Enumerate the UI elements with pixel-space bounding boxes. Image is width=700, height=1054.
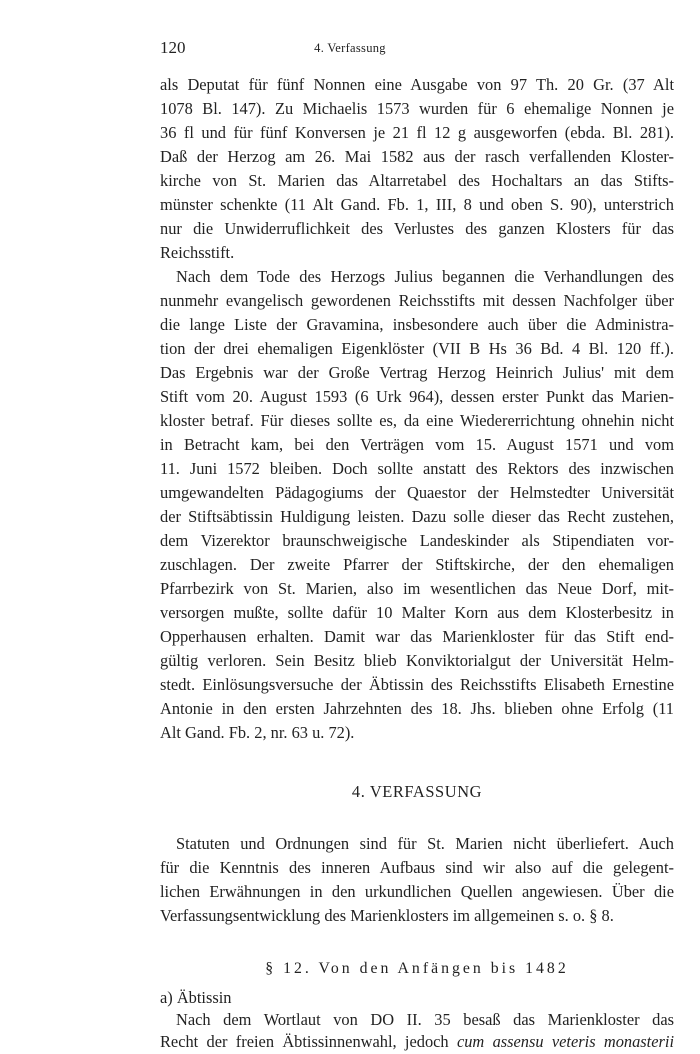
text-line: kirche von St. Marien das Altarretabel des Hochaltars an das Stifts- [160, 171, 674, 190]
text-line: Opperhausen erhalten. Damit war das Marienkloster für das Stift end- [160, 627, 674, 646]
text-line: Alt Gand. Fb. 2, nr. 63 u. 72). [160, 723, 355, 742]
text-line: 1078 Bl. 147). Zu Michaelis 1573 wurden für 6 ehemalige Nonnen je [160, 99, 674, 118]
text-line: Reichsstift. [160, 243, 235, 262]
text-line: Das Ergebnis war der Große Vertrag Herzog Heinrich Julius' mit dem [160, 363, 674, 382]
text-line: münster schenkte (11 Alt Gand. Fb. 1, III, 8 und oben S. 90), unterstrich [160, 195, 674, 214]
text-line: kloster betraf. Für dieses sollte es, da eine Wiedererrichtung ohnehin nicht [160, 411, 674, 430]
text-line: Pfarrbezirk von St. Marien, also im wesentlichen das Neue Dorf, mit- [160, 579, 674, 598]
page-number: 120 [160, 38, 186, 57]
text-line: nunmehr evangelisch gewordenen Reichsstifts mit dessen Nachfolger über [160, 291, 674, 310]
text-line: umgewandelten Pädagogiums der Quaestor der Helmstedter Universität [160, 483, 674, 502]
text-line: als Deputat für fünf Nonnen eine Ausgabe von 97 Th. 20 Gr. (37 Alt [160, 75, 674, 94]
text-line: die lange Liste der Gravamina, insbesondere auch über die Administra- [160, 315, 674, 334]
text-line: Stift vom 20. August 1593 (6 Urk 964), dessen erster Punkt das Marien- [160, 387, 674, 406]
text-line: 36 fl und für fünf Konversen je 21 fl 12 g ausgeworfen (ebda. Bl. 281). [160, 123, 674, 142]
text-line: dem Vizerektor braunschweigische Landeskinder als Stipendiaten vor- [160, 531, 674, 550]
text-line: Antonie in den ersten Jahrzehnten des 18. Jhs. blieben ohne Erfolg (11 [160, 699, 674, 718]
text-line: Statuten und Ordnungen sind für St. Marien nicht überliefert. Auch [176, 834, 674, 853]
text-line: 11. Juni 1572 bleiben. Doch sollte anstatt des Rektors des inzwischen [160, 459, 674, 478]
running-title: 4. Verfassung [314, 41, 386, 55]
text-line [160, 1030, 675, 1051]
text-line: Daß der Herzog am 26. Mai 1582 aus der rasch verfallenden Kloster- [160, 147, 674, 166]
text-line: Nach dem Wortlaut von DO II. 35 besaß das Marienkloster das [176, 1010, 674, 1029]
text-line: Verfassungsentwicklung des Marienklosters im allgemeinen s. o. § 8. [160, 906, 614, 925]
section-heading: 4. VERFASSUNG [351, 782, 483, 801]
text-line: nur die Unwiderruflichkeit des Verlustes des ganzen Klosters für das [160, 219, 674, 238]
text-span: Recht der freien Äbtissinnenwahl, jedoch [160, 1032, 457, 1051]
text-line: tion der drei ehemaligen Eigenklöster (VII B Hs 36 Bd. 4 Bl. 120 ff.). [160, 339, 674, 358]
text-line: für die Kenntnis des inneren Aufbaus sind wir also auf die gelegent- [160, 858, 674, 877]
text-line: der Stiftsäbtissin Huldigung leisten. Dazu solle dieser das Recht zustehen, [160, 507, 674, 526]
text-line: in Betracht kam, bei den Verträgen vom 15. August 1571 und vom [160, 435, 674, 454]
text-line: gültig verloren. Sein Besitz blieb Konviktorialgut der Universität Helm- [160, 651, 674, 670]
text-line: lichen Erwähnungen in den urkundlichen Quellen angewiesen. Über die [160, 882, 674, 901]
subheading-abtissin: a) Äbtissin [160, 988, 232, 1007]
running-head [0, 38, 700, 62]
latin-quote: cum assensu veteris monasterii [456, 1032, 675, 1051]
text-line: zuschlagen. Der zweite Pfarrer der Stiftskirche, der den ehemaligen [160, 555, 674, 574]
text-line: stedt. Einlösungsversuche der Äbtissin des Reichsstifts Elisabeth Ernestine [160, 675, 674, 694]
text-line: versorgen mußte, sollte dafür 10 Malter Korn aus dem Klosterbesitz in [160, 603, 674, 622]
subsection-heading: § 12. Von den Anfängen bis 1482 [265, 960, 569, 977]
text-line: Nach dem Tode des Herzogs Julius begannen die Verhandlungen des [176, 267, 674, 286]
